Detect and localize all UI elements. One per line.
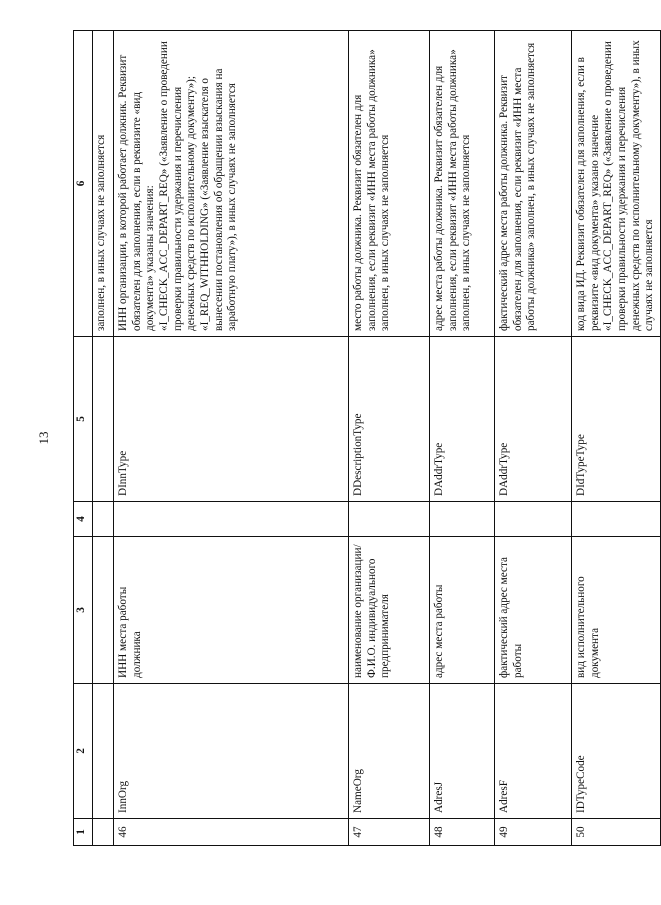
row-type: DAddrType — [430, 337, 495, 502]
page-number: 13 — [36, 431, 51, 445]
header-cell: 3 — [74, 537, 93, 684]
table-row — [114, 31, 349, 846]
row-number: 47 — [349, 819, 430, 846]
table-row — [349, 31, 430, 846]
row-col4 — [114, 502, 349, 537]
table-row — [572, 31, 661, 846]
row-name: фактический адрес места работы — [495, 537, 572, 684]
row-type: DInnType — [114, 337, 349, 502]
row-name: адрес места работы — [430, 537, 495, 684]
row-code: AdresF — [495, 684, 572, 819]
rotated-table-container — [73, 31, 656, 846]
row-type: DAddrType — [495, 337, 572, 502]
header-cell: 6 — [74, 31, 93, 337]
continuation-text: заполнен, в иных случаях не заполняется — [93, 31, 114, 337]
row-description: адрес места работы должника. Реквизит обязателен для заполнения, если реквизит «ИНН места работы должника» заполнен, в иных случаях не заполняется — [430, 31, 495, 337]
row-name: ИНН места работы должника — [114, 537, 349, 684]
row-type: DDescriptionType — [349, 337, 430, 502]
row-name: вид исполнительного документа — [572, 537, 661, 684]
row-number: 49 — [495, 819, 572, 846]
row-description: место работы должника. Реквизит обязателен для заполнения, если реквизит «ИНН места работы должника» заполнен, в иных случаях не заполняется — [349, 31, 430, 337]
row-col4 — [572, 502, 661, 537]
table-row — [495, 31, 572, 846]
header-row — [74, 31, 93, 846]
continuation-row — [93, 31, 114, 846]
requisites-table — [73, 30, 661, 846]
table-row — [430, 31, 495, 846]
row-col4 — [495, 502, 572, 537]
row-col4 — [349, 502, 430, 537]
row-description: код вида ИД. Реквизит обязателен для заполнения, если в реквизите «вид документа» указано значение «I_CHECK_ACC_DEPART_REQ» («Заявление о проведении проверки правильности удержания и перечисления денежных средств по исполнительному документу»), в иных случаях не заполняется — [572, 31, 661, 337]
row-col4 — [430, 502, 495, 537]
row-type: DIdTypeType — [572, 337, 661, 502]
header-cell: 4 — [74, 502, 93, 537]
row-number: 46 — [114, 819, 349, 846]
header-cell: 2 — [74, 684, 93, 819]
header-cell: 5 — [74, 337, 93, 502]
row-code: NameOrg — [349, 684, 430, 819]
row-number: 50 — [572, 819, 661, 846]
row-description: фактический адрес места работы должника. Реквизит обязателен для заполнения, если реквизит «ИНН места работы должника» заполнен, в иных случаях не заполняется — [495, 31, 572, 337]
row-code: AdresJ — [430, 684, 495, 819]
row-name: наименование организации/Ф.И.О. индивидуального предпринимателя — [349, 537, 430, 684]
row-description: ИНН организации, в которой работает должник. Реквизит обязателен для заполнения, если в реквизите «вид документа» указаны значения: «I_CHECK_ACC_DEPART_REQ» («Заявление о проведении проверки правильности удержания и перечисления денежных средств по исполнительному документу»); «I_REQ_WITHHOLDING» («Заявление взыскателя о вынесении постановления об обращении взыскания на заработную плату»), в иных случаях не заполняется — [114, 31, 349, 337]
row-code: InnOrg — [114, 684, 349, 819]
row-code: IDTypeCode — [572, 684, 661, 819]
row-number: 48 — [430, 819, 495, 846]
header-cell: 1 — [74, 819, 93, 846]
